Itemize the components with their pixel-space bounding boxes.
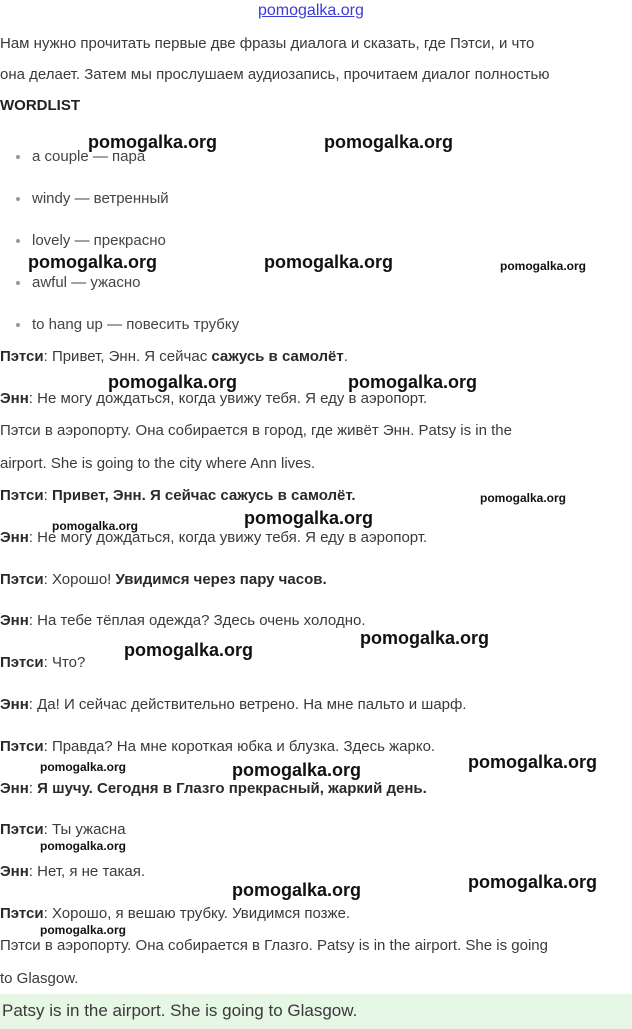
dialog-line: Пэтси: Привет, Энн. Я сейчас сажусь в самолёт. (0, 348, 348, 365)
watermark: pomogalka.org (264, 252, 394, 272)
watermark: pomogalka.org (124, 640, 254, 660)
watermark: pomogalka.org (40, 839, 127, 853)
answer-line-1: Пэтси в аэропорту. Она собирается в город, где живёт Энн. Patsy is in the (0, 422, 512, 439)
list-item: awful — ужасно (16, 274, 141, 291)
dialog-line: Пэтси: Что? (0, 654, 86, 671)
list-item: to hang up — повесить трубку (16, 316, 239, 333)
watermark: pomogalka.org (40, 760, 127, 774)
intro-line-2: она делает. Затем мы прослушаем аудиозапись, прочитаем диалог полностью (0, 66, 550, 83)
watermark: pomogalka.org (232, 880, 362, 900)
dialog-line: Энн: Я шучу. Сегодня в Глазго прекрасный, жаркий день. (0, 780, 427, 797)
bullet-icon (16, 239, 20, 243)
answer-line-2: airport. She is going to the city where Ann lives. (0, 455, 316, 472)
bullet-icon (16, 281, 20, 285)
list-item: windy — ветренный (16, 190, 169, 207)
list-item: a couple — пара (16, 148, 145, 165)
site-link[interactable]: pomogalka.org (258, 2, 364, 19)
intro-line-1: Нам нужно прочитать первые две фразы диалога и сказать, где Пэтси, и что (0, 35, 535, 52)
dialog-line: Энн: Не могу дождаться, когда увижу тебя. Я еду в аэропорт. (0, 529, 428, 546)
watermark: pomogalka.org (348, 372, 478, 392)
watermark: pomogalka.org (244, 508, 374, 528)
watermark: pomogalka.org (40, 923, 127, 937)
watermark: pomogalka.org (52, 519, 139, 533)
list-item: lovely — прекрасно (16, 232, 166, 249)
dialog-line: Пэтси: Правда? На мне короткая юбка и блузка. Здесь жарко. (0, 738, 436, 755)
dialog-line: Пэтси: Хорошо! Увидимся через пару часов. (0, 571, 327, 588)
dialog-line: Пэтси: Хорошо, я вешаю трубку. Увидимся позже. (0, 905, 351, 922)
conclusion-line-2: to Glasgow. (0, 970, 79, 987)
wordlist-heading: WORDLIST (0, 97, 80, 114)
dialog-line: Энн: Да! И сейчас действительно ветрено. На мне пальто и шарф. (0, 696, 467, 713)
watermark: pomogalka.org (232, 760, 362, 780)
watermark: pomogalka.org (468, 752, 598, 772)
bullet-icon (16, 155, 20, 159)
dialog-line: Пэтси: Ты ужасна (0, 821, 126, 838)
watermark: pomogalka.org (88, 132, 218, 152)
dialog-line: Энн: Не могу дождаться, когда увижу тебя. Я еду в аэропорт. (0, 390, 428, 407)
bullet-icon (16, 323, 20, 327)
conclusion-line-1: Пэтси в аэропорту. Она собирается в Глазго. Patsy is in the airport. She is going (0, 937, 548, 954)
answer-highlight-box (0, 994, 632, 1029)
bullet-icon (16, 197, 20, 201)
dialog-line: Энн: На тебе тёплая одежда? Здесь очень холодно. (0, 612, 366, 629)
watermark: pomogalka.org (28, 252, 158, 272)
answer-highlight-text: Patsy is in the airport. She is going to Glasgow. (2, 1001, 358, 1020)
watermark: pomogalka.org (108, 372, 238, 392)
watermark: pomogalka.org (480, 491, 567, 505)
watermark: pomogalka.org (500, 259, 587, 273)
watermark: pomogalka.org (324, 132, 454, 152)
dialog-line: Пэтси: Привет, Энн. Я сейчас сажусь в самолёт. (0, 487, 356, 504)
watermark: pomogalka.org (360, 628, 490, 648)
watermark: pomogalka.org (468, 872, 598, 892)
dialog-line: Энн: Нет, я не такая. (0, 863, 146, 880)
